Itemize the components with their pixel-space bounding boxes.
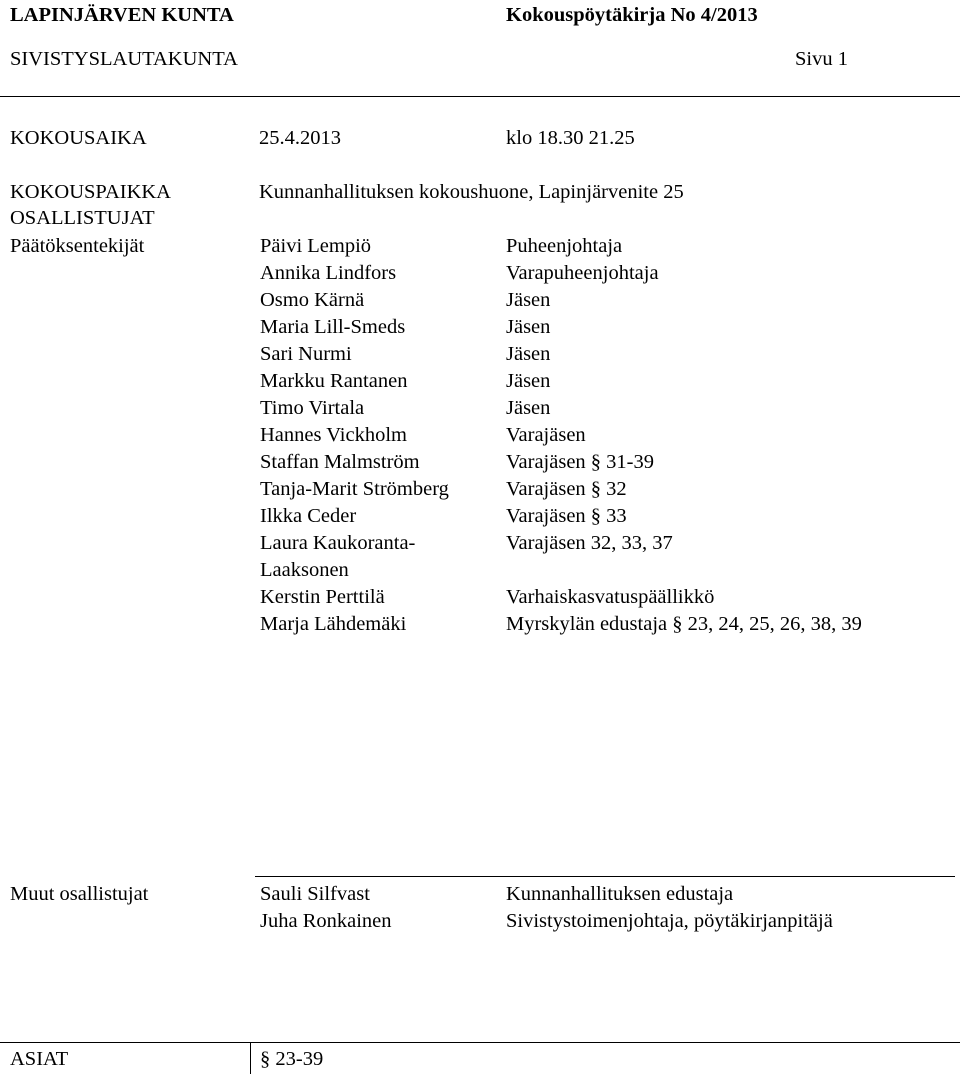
other-participant-role: Sivistystoimenjohtaja, pöytäkirjanpitäjä: [506, 910, 833, 932]
participant-name: Ilkka Ceder: [260, 505, 357, 527]
other-participant-name: Sauli Silfvast: [260, 883, 370, 905]
participant-name: Hannes Vickholm: [260, 424, 407, 446]
others-divider: [255, 876, 955, 877]
items-column-divider: [250, 1042, 251, 1074]
participant-role: Puheenjohtaja: [506, 235, 623, 257]
decision-makers-label: Päätöksentekijät: [10, 235, 145, 257]
participant-name: Markku Rantanen: [260, 370, 408, 392]
participant-name: Maria Lill-Smeds: [260, 316, 406, 338]
participant-role: Varajäsen § 33: [506, 505, 627, 527]
participant-role: Jäsen: [506, 370, 551, 392]
participants-label: OSALLISTUJAT: [10, 207, 155, 229]
items-range: § 23-39: [260, 1048, 324, 1070]
other-participant-name: Juha Ronkainen: [260, 910, 392, 932]
participant-role: Varajäsen: [506, 424, 586, 446]
items-label: ASIAT: [10, 1048, 69, 1070]
participant-name: Osmo Kärnä: [260, 289, 365, 311]
participant-name: Kerstin Perttilä: [260, 586, 385, 608]
participant-name: Päivi Lempiö: [260, 235, 372, 257]
participant-name: Tanja-Marit Strömberg: [260, 478, 449, 500]
meeting-time-label: KOKOUSAIKA: [10, 127, 147, 149]
meeting-time: klo 18.30 21.25: [506, 127, 635, 149]
participant-name: Laura Kaukoranta-: [260, 532, 416, 554]
participant-role: Varajäsen § 31-39: [506, 451, 655, 473]
participant-role: Varajäsen 32, 33, 37: [506, 532, 673, 554]
board-name: SIVISTYSLAUTAKUNTA: [10, 48, 238, 70]
items-top-divider: [0, 1042, 960, 1043]
header-divider: [0, 96, 960, 97]
page-number: Sivu 1: [795, 48, 848, 70]
meeting-place-label: KOKOUSPAIKKA: [10, 181, 171, 203]
meeting-place: Kunnanhallituksen kokoushuone, Lapinjärvenite 25: [259, 181, 684, 203]
participant-role: Jäsen: [506, 397, 551, 419]
participant-name: Timo Virtala: [260, 397, 365, 419]
other-participant-role: Kunnanhallituksen edustaja: [506, 883, 734, 905]
minutes-title: Kokouspöytäkirja No 4/2013: [506, 4, 758, 26]
meeting-date: 25.4.2013: [259, 127, 341, 149]
participant-name: Annika Lindfors: [260, 262, 397, 284]
participant-name: Staffan Malmström: [260, 451, 420, 473]
participant-role: Varapuheenjohtaja: [506, 262, 659, 284]
participant-role: Jäsen: [506, 316, 551, 338]
other-participants-label: Muut osallistujat: [10, 883, 149, 905]
participant-role: Myrskylän edustaja § 23, 24, 25, 26, 38, 39: [506, 613, 862, 635]
participant-role: Jäsen: [506, 343, 551, 365]
participant-role: Varajäsen § 32: [506, 478, 627, 500]
participant-name: Marja Lähdemäki: [260, 613, 407, 635]
participant-role: Varhaiskasvatuspäällikkö: [506, 586, 715, 608]
municipality-name: LAPINJÄRVEN KUNTA: [10, 4, 234, 26]
participant-name-continuation: Laaksonen: [260, 559, 349, 581]
participant-name: Sari Nurmi: [260, 343, 352, 365]
participant-role: Jäsen: [506, 289, 551, 311]
